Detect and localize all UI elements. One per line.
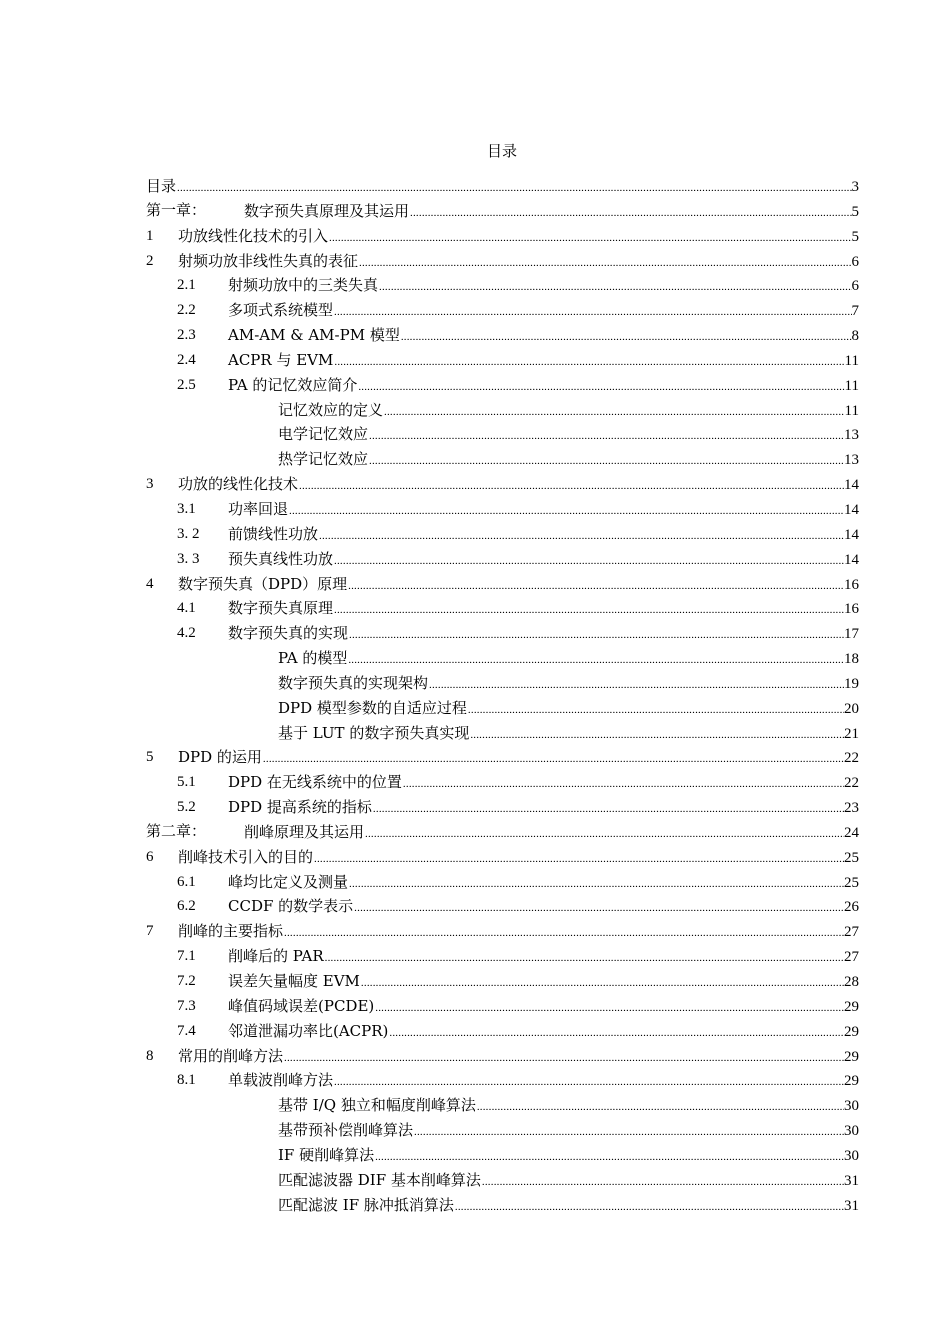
toc-entry-number: 6.2 <box>177 898 196 915</box>
toc-entry-line <box>178 745 859 771</box>
dot-leader <box>348 648 844 672</box>
toc-entry-title[interactable]: 削峰的主要指标 <box>178 922 284 941</box>
toc-entry-title[interactable]: 峰值码域误差(PCDE) <box>228 996 375 1015</box>
toc-entry-page-number: 31 <box>844 1172 859 1189</box>
toc-entry-number: 3.1 <box>177 500 196 517</box>
toc-entry-page-number: 5 <box>851 203 859 220</box>
toc-entry-title[interactable]: 射频功放中的三类失真 <box>228 276 379 295</box>
toc-entry-number: 8.1 <box>177 1072 196 1089</box>
toc-entry[interactable] <box>146 398 859 423</box>
dot-leader <box>365 822 844 846</box>
toc-entry-page-number: 20 <box>844 700 859 717</box>
toc-entry-title[interactable]: PA 的记忆效应简介 <box>228 375 358 394</box>
toc-entry-title[interactable]: 基于 LUT 的数字预失真实现 <box>278 723 470 742</box>
toc-entry[interactable] <box>146 522 859 547</box>
toc-entry-number: 2.3 <box>177 327 196 344</box>
toc-entry[interactable] <box>146 348 859 373</box>
toc-entry[interactable] <box>146 795 859 820</box>
toc-entry[interactable] <box>146 1044 859 1069</box>
toc-entry-line <box>228 770 859 796</box>
toc-entry-page-number: 17 <box>844 626 859 643</box>
toc-entry-page-number: 13 <box>844 427 859 444</box>
toc-entry-page-number: 14 <box>844 551 859 568</box>
toc-entry-page-number: 30 <box>844 1098 859 1115</box>
toc-entry-line <box>228 547 859 573</box>
toc-entry[interactable] <box>146 199 859 224</box>
toc-entry-title[interactable]: 削峰后的 PAR <box>228 947 324 966</box>
toc-entry[interactable] <box>146 572 859 597</box>
toc-entry-title[interactable]: DPD 在无线系统中的位置 <box>228 773 402 792</box>
toc-entry-page-number: 6 <box>851 278 859 295</box>
toc-entry-line <box>178 224 859 250</box>
toc-entry-title[interactable]: 电学记忆效应 <box>278 425 369 444</box>
toc-entry-page-number: 29 <box>844 1048 859 1065</box>
toc-entry-page-number: 14 <box>844 477 859 494</box>
dot-leader <box>284 921 844 945</box>
toc-entry[interactable] <box>146 273 859 298</box>
toc-entry-page-number: 22 <box>844 775 859 792</box>
toc-entry-number: 4.1 <box>177 600 196 617</box>
dot-leader <box>329 226 851 250</box>
toc-entry-line <box>228 1068 859 1094</box>
toc-entry-title[interactable]: 削峰技术引入的目的 <box>178 847 314 866</box>
toc-entry-page-number: 11 <box>844 402 859 419</box>
toc-entry[interactable] <box>146 944 859 969</box>
toc-entry-number: 6 <box>146 848 154 865</box>
toc-entry[interactable] <box>146 646 859 671</box>
toc-entry-line <box>228 870 859 896</box>
dot-leader <box>359 251 851 275</box>
toc-entry[interactable] <box>146 1168 859 1193</box>
dot-leader <box>334 598 844 622</box>
toc-entry[interactable] <box>146 472 859 497</box>
toc-entry[interactable] <box>146 249 859 274</box>
toc-entry[interactable] <box>146 547 859 572</box>
toc-entry-page-number: 11 <box>844 352 859 369</box>
toc-entry-title[interactable]: IF 硬削峰算法 <box>278 1145 375 1164</box>
toc-entry-line <box>278 447 859 473</box>
toc-entry-number: 3 <box>146 476 154 493</box>
toc-entry-title[interactable]: 射频功放非线性失真的表征 <box>178 251 359 270</box>
toc-entry-title[interactable]: 前馈线性功放 <box>228 524 319 543</box>
toc-entry[interactable] <box>146 845 859 870</box>
toc-entry-title[interactable]: CCDF 的数学表示 <box>228 897 354 916</box>
toc-entry-page-number: 27 <box>844 924 859 941</box>
toc-entry-title[interactable]: 功率回退 <box>228 499 289 518</box>
toc-entry[interactable] <box>146 721 859 746</box>
dot-leader <box>354 896 844 920</box>
dot-leader <box>319 524 844 548</box>
dot-leader <box>384 400 845 424</box>
toc-entry[interactable] <box>146 820 859 845</box>
dot-leader <box>349 872 844 896</box>
toc-entry-title[interactable]: 数字预失真的实现 <box>228 624 349 643</box>
toc-entry-page-number: 22 <box>844 750 859 767</box>
toc-entry-title[interactable]: 匹配滤波 IF 脉冲抵消算法 <box>278 1195 454 1214</box>
dot-leader <box>314 847 844 871</box>
toc-entry-page-number: 14 <box>844 526 859 543</box>
toc-entry[interactable] <box>146 969 859 994</box>
dot-leader <box>334 300 851 324</box>
toc-entry-title[interactable]: 误差矢量幅度 EVM <box>228 972 360 990</box>
toc-entry-page-number: 11 <box>844 377 859 394</box>
toc-entry-page-number: 8 <box>851 328 859 345</box>
toc-entry-title[interactable]: PA 的模型 <box>278 649 348 668</box>
toc-entry[interactable] <box>146 1143 859 1168</box>
toc-entry-number: 7.3 <box>177 997 196 1014</box>
toc-entry-title[interactable]: 数字预失真（DPD）原理 <box>178 574 348 593</box>
toc-entry-title[interactable]: 热学记忆效应 <box>278 450 369 469</box>
toc-entry-page-number: 18 <box>844 651 859 668</box>
toc-entry-title[interactable]: 多项式系统模型 <box>228 301 334 320</box>
toc-entry-page-number: 30 <box>844 1123 859 1140</box>
toc-entry-line <box>228 944 859 970</box>
toc-entry-number: 7.1 <box>177 948 196 965</box>
toc-entry-title[interactable]: ACPR 与 EVM <box>228 350 334 369</box>
toc-entry-page-number: 7 <box>851 303 859 320</box>
toc-entry-page-number: 23 <box>844 800 859 817</box>
toc-entry-page-number: 25 <box>844 849 859 866</box>
dot-leader <box>410 201 851 225</box>
dot-leader <box>334 350 844 374</box>
toc-entry[interactable] <box>146 174 859 199</box>
toc-entry-number: 4 <box>146 575 154 592</box>
toc-entry-line <box>278 1143 859 1169</box>
toc-entry-page-number: 30 <box>844 1147 859 1164</box>
toc-entry-title[interactable]: 邻道泄漏功率比(ACPR) <box>228 1021 389 1040</box>
toc-entry-number: 3. 3 <box>177 550 200 567</box>
dot-leader <box>284 1046 844 1070</box>
dot-leader <box>401 325 852 349</box>
dot-leader <box>375 996 844 1020</box>
toc-entry-number: 7.4 <box>177 1022 196 1039</box>
toc-entry-line <box>228 1019 859 1045</box>
toc-entry-line <box>178 1044 859 1070</box>
toc-entry[interactable] <box>146 224 859 249</box>
toc-entry-page-number: 29 <box>844 1023 859 1040</box>
toc-entry[interactable] <box>146 994 859 1019</box>
toc-entry-page-number: 19 <box>844 675 859 692</box>
toc-entry-page-number: 28 <box>844 974 859 990</box>
dot-leader <box>403 772 844 796</box>
toc-entry[interactable] <box>146 745 859 770</box>
toc-entry[interactable] <box>146 596 859 621</box>
toc-entry-page-number: 21 <box>844 725 859 742</box>
toc-entry-title[interactable]: 功放线性化技术的引入 <box>178 226 329 245</box>
dot-leader <box>299 474 844 498</box>
dot-leader <box>477 1095 844 1119</box>
toc-entry-line <box>178 919 859 945</box>
toc-entry-page-number: 24 <box>844 824 859 841</box>
toc-entry[interactable] <box>146 919 859 944</box>
toc-entry-line <box>244 199 859 225</box>
toc-entry-line <box>228 373 859 399</box>
toc-entry-title[interactable]: 功放的线性化技术 <box>178 475 299 494</box>
toc-entry-number: 2.4 <box>177 351 196 368</box>
dot-leader <box>361 971 844 995</box>
dot-leader <box>334 1070 844 1094</box>
toc-entry-line <box>278 1118 859 1144</box>
dot-leader <box>379 275 851 299</box>
toc-entry[interactable] <box>146 422 859 447</box>
toc-entry-number: 3. 2 <box>177 525 200 542</box>
dot-leader <box>414 1120 844 1144</box>
toc-entry-title[interactable]: DPD 的运用 <box>178 748 262 767</box>
dot-leader <box>348 574 844 598</box>
toc-entry-title[interactable]: DPD 提高系统的指标 <box>228 798 372 817</box>
dot-leader <box>349 623 844 647</box>
toc-entry-line <box>228 497 859 523</box>
dot-leader <box>369 449 844 473</box>
toc-entry-title[interactable]: 数字预失真的实现架构 <box>278 673 429 692</box>
toc-entry-number: 1 <box>146 227 154 244</box>
toc-entry-title[interactable]: 常用的削峰方法 <box>178 1046 284 1065</box>
toc-entry[interactable] <box>146 1019 859 1044</box>
toc-entry-title[interactable]: DPD 模型参数的自适应过程 <box>278 698 467 717</box>
toc-entry[interactable] <box>146 497 859 522</box>
toc-entry-line <box>228 621 859 647</box>
toc-entry-line <box>228 298 859 324</box>
dot-leader <box>375 1145 844 1169</box>
toc-entry[interactable] <box>146 1193 859 1218</box>
toc-entry-page-number: 31 <box>844 1197 859 1214</box>
toc-entry[interactable] <box>146 1118 859 1143</box>
toc-entry-page-number: 16 <box>844 601 859 618</box>
toc-entry-title[interactable]: 目录 <box>146 177 177 195</box>
toc-entry-line <box>228 348 859 374</box>
toc-entry-number: 2.5 <box>177 376 196 393</box>
toc-entry-page-number: 16 <box>844 576 859 593</box>
dot-leader <box>373 797 844 821</box>
toc-entry-title[interactable]: 预失真线性功放 <box>228 549 334 568</box>
toc-entry-line <box>178 572 859 598</box>
toc-entry-page-number: 29 <box>844 998 859 1015</box>
toc-entry-number: 5.2 <box>177 799 196 816</box>
toc-entry[interactable] <box>146 770 859 795</box>
toc-entry-page-number: 14 <box>844 501 859 518</box>
toc-entry-number: 第一章： <box>146 202 207 219</box>
toc-entry[interactable] <box>146 298 859 323</box>
toc-entry-number: 6.1 <box>177 873 196 890</box>
dot-leader <box>482 1170 844 1194</box>
toc-entry-line <box>146 174 859 200</box>
toc-entry-number: 2.1 <box>177 277 196 294</box>
toc-entry-page-number: 3 <box>851 179 859 195</box>
toc-entry-number: 第二章： <box>146 823 207 840</box>
toc-entry-title[interactable]: 数字预失真原理 <box>228 599 334 618</box>
page-title: 目录 <box>486 142 517 160</box>
toc-entry-line <box>278 671 859 697</box>
toc-entry-title[interactable]: AM-AM & AM-PM 模型 <box>228 326 400 345</box>
toc-entry-title[interactable]: 基带预补偿削峰算法 <box>278 1121 414 1140</box>
toc-entry-line <box>228 894 859 920</box>
toc-entry-title[interactable]: 记忆效应的定义 <box>278 400 384 419</box>
toc-entry-line <box>278 422 859 448</box>
dot-leader <box>468 698 844 722</box>
toc-entry[interactable] <box>146 894 859 919</box>
toc-entry[interactable] <box>146 696 859 721</box>
toc-entry-number: 4.2 <box>177 625 196 642</box>
toc-entry-line <box>244 820 859 846</box>
toc-entry-line <box>228 994 859 1020</box>
toc-entry[interactable] <box>146 621 859 646</box>
dot-leader <box>325 946 844 970</box>
toc-entry[interactable] <box>146 1093 859 1118</box>
toc-entry-page-number: 5 <box>851 228 859 245</box>
toc-entry-title[interactable]: 基带 I/Q 独立和幅度削峰算法 <box>278 1096 476 1115</box>
toc-entry-line <box>278 1168 859 1194</box>
dot-leader <box>455 1195 844 1219</box>
toc-entry-line <box>228 323 859 349</box>
dot-leader <box>369 424 844 448</box>
toc-entry-number: 5 <box>146 749 154 766</box>
dot-leader <box>263 747 844 771</box>
dot-leader <box>389 1021 844 1045</box>
toc-entry[interactable] <box>146 373 859 398</box>
toc-entry[interactable] <box>146 1068 859 1093</box>
toc-entry-line <box>178 249 859 275</box>
toc-entry-number: 8 <box>146 1047 154 1064</box>
dot-leader <box>429 673 844 697</box>
toc-entry[interactable] <box>146 870 859 895</box>
toc-entry[interactable] <box>146 671 859 696</box>
toc-entry[interactable] <box>146 323 859 348</box>
toc-entry-line <box>278 1193 859 1219</box>
toc-entry-title[interactable]: 峰均比定义及测量 <box>228 872 349 891</box>
dot-leader <box>470 723 844 747</box>
toc-entry-line <box>228 522 859 548</box>
toc-entry-line <box>278 1093 859 1119</box>
toc-entry-page-number: 26 <box>844 899 859 916</box>
toc-entry-number: 5.1 <box>177 774 196 791</box>
toc-entry-page-number: 29 <box>844 1073 859 1090</box>
toc-entry-line <box>178 845 859 871</box>
toc-entry-line <box>178 472 859 498</box>
toc-entry-title[interactable]: 单载波削峰方法 <box>228 1071 334 1090</box>
toc-entry-line <box>278 721 859 747</box>
toc-entry[interactable] <box>146 447 859 472</box>
toc-entry-number: 7 <box>146 923 154 940</box>
toc-entry-title[interactable]: 削峰原理及其运用 <box>244 822 365 841</box>
toc-entry-number: 2 <box>146 252 154 269</box>
toc-entry-page-number: 27 <box>844 949 859 966</box>
toc-entry-line <box>228 273 859 299</box>
dot-leader <box>177 176 851 200</box>
dot-leader <box>289 499 844 523</box>
toc-entry-line <box>278 696 859 722</box>
toc-entry-number: 7.2 <box>177 973 196 989</box>
toc-entry-line <box>278 398 859 424</box>
toc-entry-number: 2.2 <box>177 302 196 319</box>
toc-entry-line <box>228 795 859 821</box>
toc-entry-title[interactable]: 数字预失真原理及其运用 <box>244 201 410 220</box>
dot-leader <box>334 549 844 573</box>
toc-entry-line <box>228 969 859 995</box>
toc-entry-page-number: 13 <box>844 452 859 469</box>
toc-entry-page-number: 6 <box>851 253 859 270</box>
toc-entry-page-number: 25 <box>844 874 859 891</box>
dot-leader <box>358 375 844 399</box>
toc-entry-line <box>278 646 859 672</box>
table-of-contents <box>146 174 859 1217</box>
toc-entry-title[interactable]: 匹配滤波器 DIF 基本削峰算法 <box>278 1170 481 1189</box>
toc-entry-line <box>228 596 859 622</box>
